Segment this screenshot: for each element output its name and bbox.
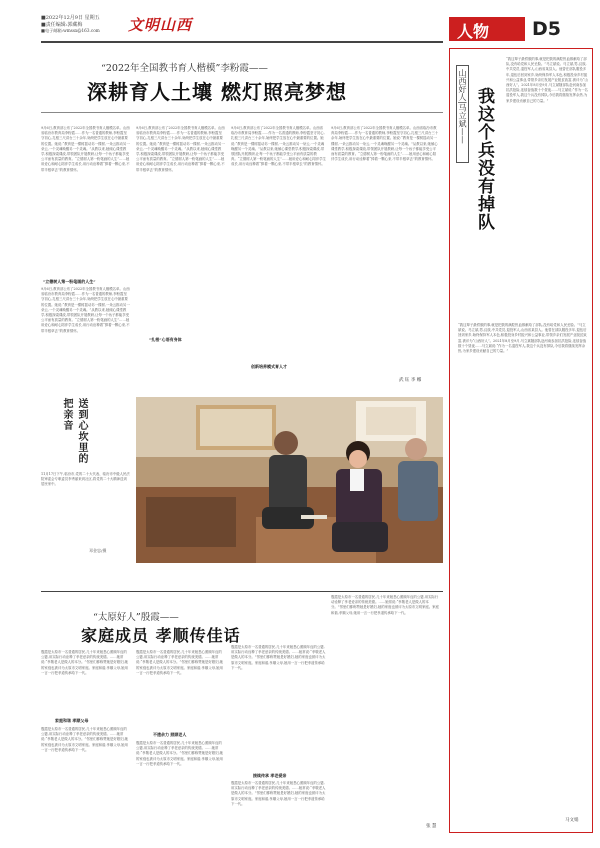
- masthead: [0, 0, 600, 40]
- article1-rule: [41, 112, 443, 113]
- photo-caption-body: 11月17日下午,临汾市,党的二十大代表、临汾市中级人民法院审委会专职委员李秀丽来到社区,将党的二十大精神送到居民家中。: [41, 472, 130, 487]
- email-line: ■电子邮箱:wmssx@163.com: [41, 28, 100, 33]
- article1-subhead-2: “扎根”心语有身体: [149, 337, 182, 342]
- sidebar-title: 我这个兵没有掉队: [474, 87, 494, 231]
- article1-byline: 武 钰 李 娜: [399, 378, 422, 383]
- sidebar-body-top: “我这辈子最骄傲的事,就是把我的满腔热血都献给了部队,没有给党和人民丢脸。”马立斌说。马立斌,男,汉族,中共党员,退役军人,山西省某县人。他曾在部队服役多年,退伍后回到家乡,始终保持军人本色,积极投身乡村振兴和公益事业,带领乡亲们发展产业脱贫致富,被评为“山西好人”。2021年8月至9月,马立斌随部队赴河南参加抗洪抢险,连续奋战数十个昼夜……马立斌说:“作为一名退役军人,我这个兵没有掉队,今后我将继续发挥余热,为家乡建设贡献自己的力量。”: [506, 57, 588, 103]
- masthead-logo: 文明山西: [128, 16, 193, 34]
- article2-body-col2b: 殷霞是太原市一名普通的居民,几十年来她悉心照顾年迈的公婆,用实际行动诠释了孝老爱亲的传统美德。……她常说:“孝敬老人是做人的本分。”邻里们都称赞她是好媳妇,她的家庭也被评为太原市文明家庭。家庭和谐,孝顺父母,她用一言一行把孝道传承给下一代。: [136, 741, 224, 766]
- section-name: 人物: [457, 22, 490, 41]
- article1-kicker: “2022年全国教书育人楷模”李粉霞——: [101, 63, 268, 74]
- article1-headline: 深耕育人土壤 燃灯照亮梦想: [87, 80, 347, 104]
- article2-subhead-3: 接续传承 孝老爱亲: [253, 773, 287, 778]
- article2-body-col1b: 殷霞是太原市一名普通的居民,几十年来她悉心照顾年迈的公婆,用实际行动诠释了孝老爱亲的传统美德。……她常说:“孝敬老人是做人的本分。”邻里们都称赞她是好媳妇,她的家庭也被评为太原市文明家庭。家庭和谐,孝顺父母,她用一言一行把孝道传承给下一代。: [41, 727, 129, 752]
- article2-body-col4: 殷霞是太原市一名普通的居民,几十年来她悉心照顾年迈的公婆,用实际行动诠释了孝老爱亲的传统美德。……她常说:“孝敬老人是做人的本分。”邻里们都称赞她是好媳妇,她的家庭也被评为太原市文明家庭。家庭和谐,孝顺父母,她用一言一行把孝道传承给下一代。: [331, 595, 439, 615]
- article1-body-col1b: 9月6日,教育部公布了2022年全国教书育人楷模名单。山西省临汾市教育局李粉霞……作为一名普通的教师,李粉霞坚守初心,扎根三尺讲台三十余年,始终把学生放在心中最重要的位置。她说:“教育是一棵树摇动另一棵树,一朵云推动另一朵云,一个灵魂唤醒另一个灵魂。”从教以来,她倾心课堂教学,积极探索课改,带领团队开展教研,让每一个孩子都能享受公平而有质量的教育。“立德树人第一粉笔画的人生”……她用爱心和耐心陪伴学生成长,用行动诠释着“捧着一颗心来,不带半根草去”的教育情怀。: [41, 287, 130, 333]
- section-banner: [449, 17, 525, 41]
- article2-byline: 张 慧: [426, 824, 437, 829]
- article2-body-col3b: 殷霞是太原市一名普通的居民,几十年来她悉心照顾年迈的公婆,用实际行动诠释了孝老爱亲的传统美德。……她常说:“孝敬老人是做人的本分。”邻里们都称赞她是好媳妇,她的家庭也被评为太原市文明家庭。家庭和谐,孝顺父母,她用一言一行把孝道传承给下一代。: [231, 781, 326, 806]
- article2-body-col3: 殷霞是太原市一名普通的居民,几十年来她悉心照顾年迈的公婆,用实际行动诠释了孝老爱亲的传统美德。……她常说:“孝敬老人是做人的本分。”邻里们都称赞她是好媳妇,她的家庭也被评为太原市文明家庭。家庭和谐,孝顺父母,她用一言一行把孝道传承给下一代。: [231, 645, 326, 670]
- article2-body-col1: 殷霞是太原市一名普通的居民,几十年来她悉心照顾年迈的公婆,用实际行动诠释了孝老爱亲的传统美德。……她常说:“孝敬老人是做人的本分。”邻里们都称赞她是好媳妇,她的家庭也被评为太原市文明家庭。家庭和谐,孝顺父母,她用一言一行把孝道传承给下一代。: [41, 650, 129, 675]
- news-photo: [136, 397, 443, 563]
- article2-kicker: “太原好人”殷霞——: [93, 612, 179, 623]
- page-number: D5: [532, 18, 561, 40]
- article-li-fenxia: [41, 48, 443, 588]
- article2-top-rule: [41, 591, 443, 592]
- sidebar-series-label: 山西好人|马立斌——: [458, 69, 467, 144]
- editor-line: ■责任编辑:郭藏梅: [41, 22, 83, 28]
- article2-body-col2: 殷霞是太原市一名普通的居民,几十年来她悉心照顾年迈的公婆,用实际行动诠释了孝老爱亲的传统美德。……她常说:“孝敬老人是做人的本分。”邻里们都称赞她是好媳妇,她的家庭也被评为太原市文明家庭。家庭和谐,孝顺父母,她用一言一行把孝道传承给下一代。: [136, 650, 224, 675]
- article1-subhead-3: 创新培养模式育人才: [251, 364, 287, 369]
- sidebar-haoren: [449, 48, 593, 833]
- article2-subhead-1: 家庭和谐 孝顺父母: [55, 718, 89, 723]
- article2-headline: 家庭成员 孝顺传佳话: [81, 626, 241, 645]
- photo-credit: 邓金忠/摄: [89, 548, 107, 553]
- masthead-rule: [41, 41, 443, 43]
- article1-body-col4: 9月6日,教育部公布了2022年全国教书育人楷模名单。山西省临汾市教育局李粉霞……作为一名普通的教师,李粉霞坚守初心,扎根三尺讲台三十余年,始终把学生放在心中最重要的位置。她说:“教育是一棵树摇动另一棵树,一朵云推动另一朵云,一个灵魂唤醒另一个灵魂。”从教以来,她倾心课堂教学,积极探索课改,带领团队开展教研,让每一个孩子都能享受公平而有质量的教育。“立德树人第一粉笔画的人生”……她用爱心和耐心陪伴学生成长,用行动诠释着“捧着一颗心来,不带半根草去”的教育情怀。: [331, 126, 439, 162]
- article1-body-col3: 9月6日,教育部公布了2022年全国教书育人楷模名单。山西省临汾市教育局李粉霞……作为一名普通的教师,李粉霞坚守初心,扎根三尺讲台三十余年,始终把学生放在心中最重要的位置。她说:“教育是一棵树摇动另一棵树,一朵云推动另一朵云,一个灵魂唤醒另一个灵魂。”从教以来,她倾心课堂教学,积极探索课改,带领团队开展教研,让每一个孩子都能享受公平而有质量的教育。“立德树人第一粉笔画的人生”……她用爱心和耐心陪伴学生成长,用行动诠释着“捧着一颗心来,不带半根草去”的教育情怀。: [231, 126, 326, 167]
- article1-body-col1: 9月6日,教育部公布了2022年全国教书育人楷模名单。山西省临汾市教育局李粉霞……作为一名普通的教师,李粉霞坚守初心,扎根三尺讲台三十余年,始终把学生放在心中最重要的位置。她说:“教育是一棵树摇动另一棵树,一朵云推动另一朵云,一个灵魂唤醒另一个灵魂。”从教以来,她倾心课堂教学,积极探索课改,带领团队开展教研,让每一个孩子都能享受公平而有质量的教育。“立德树人第一粉笔画的人生”……她用爱心和耐心陪伴学生成长,用行动诠释着“捧着一颗心来,不带半根草去”的教育情怀。: [41, 126, 130, 172]
- photo-caption-title: 送到心坎里的把亲音: [61, 398, 87, 464]
- date-line: ■2022年12月9日 星期五: [41, 15, 100, 21]
- article1-subhead-1: “立德树人第一粉笔画的人生”: [43, 279, 96, 284]
- sidebar-byline: 马文娟: [565, 818, 579, 823]
- sidebar-body-main: “我这辈子最骄傲的事,就是把我的满腔热血都献给了部队,没有给党和人民丢脸。”马立斌说。马立斌,男,汉族,中共党员,退役军人,山西省某县人。他曾在部队服役多年,退伍后回到家乡,始终保持军人本色,积极投身乡村振兴和公益事业,带领乡亲们发展产业脱贫致富,被评为“山西好人”。2021年8月至9月,马立斌随部队赴河南参加抗洪抢险,连续奋战数十个昼夜……马立斌说:“作为一名退役军人,我这个兵没有掉队,今后我将继续发挥余热,为家乡建设贡献自己的力量。”: [458, 323, 587, 354]
- news-photo-illustration: [136, 397, 443, 563]
- article1-body-col2: 9月6日,教育部公布了2022年全国教书育人楷模名单。山西省临汾市教育局李粉霞……作为一名普通的教师,李粉霞坚守初心,扎根三尺讲台三十余年,始终把学生放在心中最重要的位置。她说:“教育是一棵树摇动另一棵树,一朵云推动另一朵云,一个灵魂唤醒另一个灵魂。”从教以来,她倾心课堂教学,积极探索课改,带领团队开展教研,让每一个孩子都能享受公平而有质量的教育。“立德树人第一粉笔画的人生”……她用爱心和耐心陪伴学生成长,用行动诠释着“捧着一颗心来,不带半根草去”的教育情怀。: [136, 126, 225, 172]
- article2-subhead-2: 不遗余力 照顾老人: [153, 732, 187, 737]
- article-yin-xia: [41, 595, 443, 830]
